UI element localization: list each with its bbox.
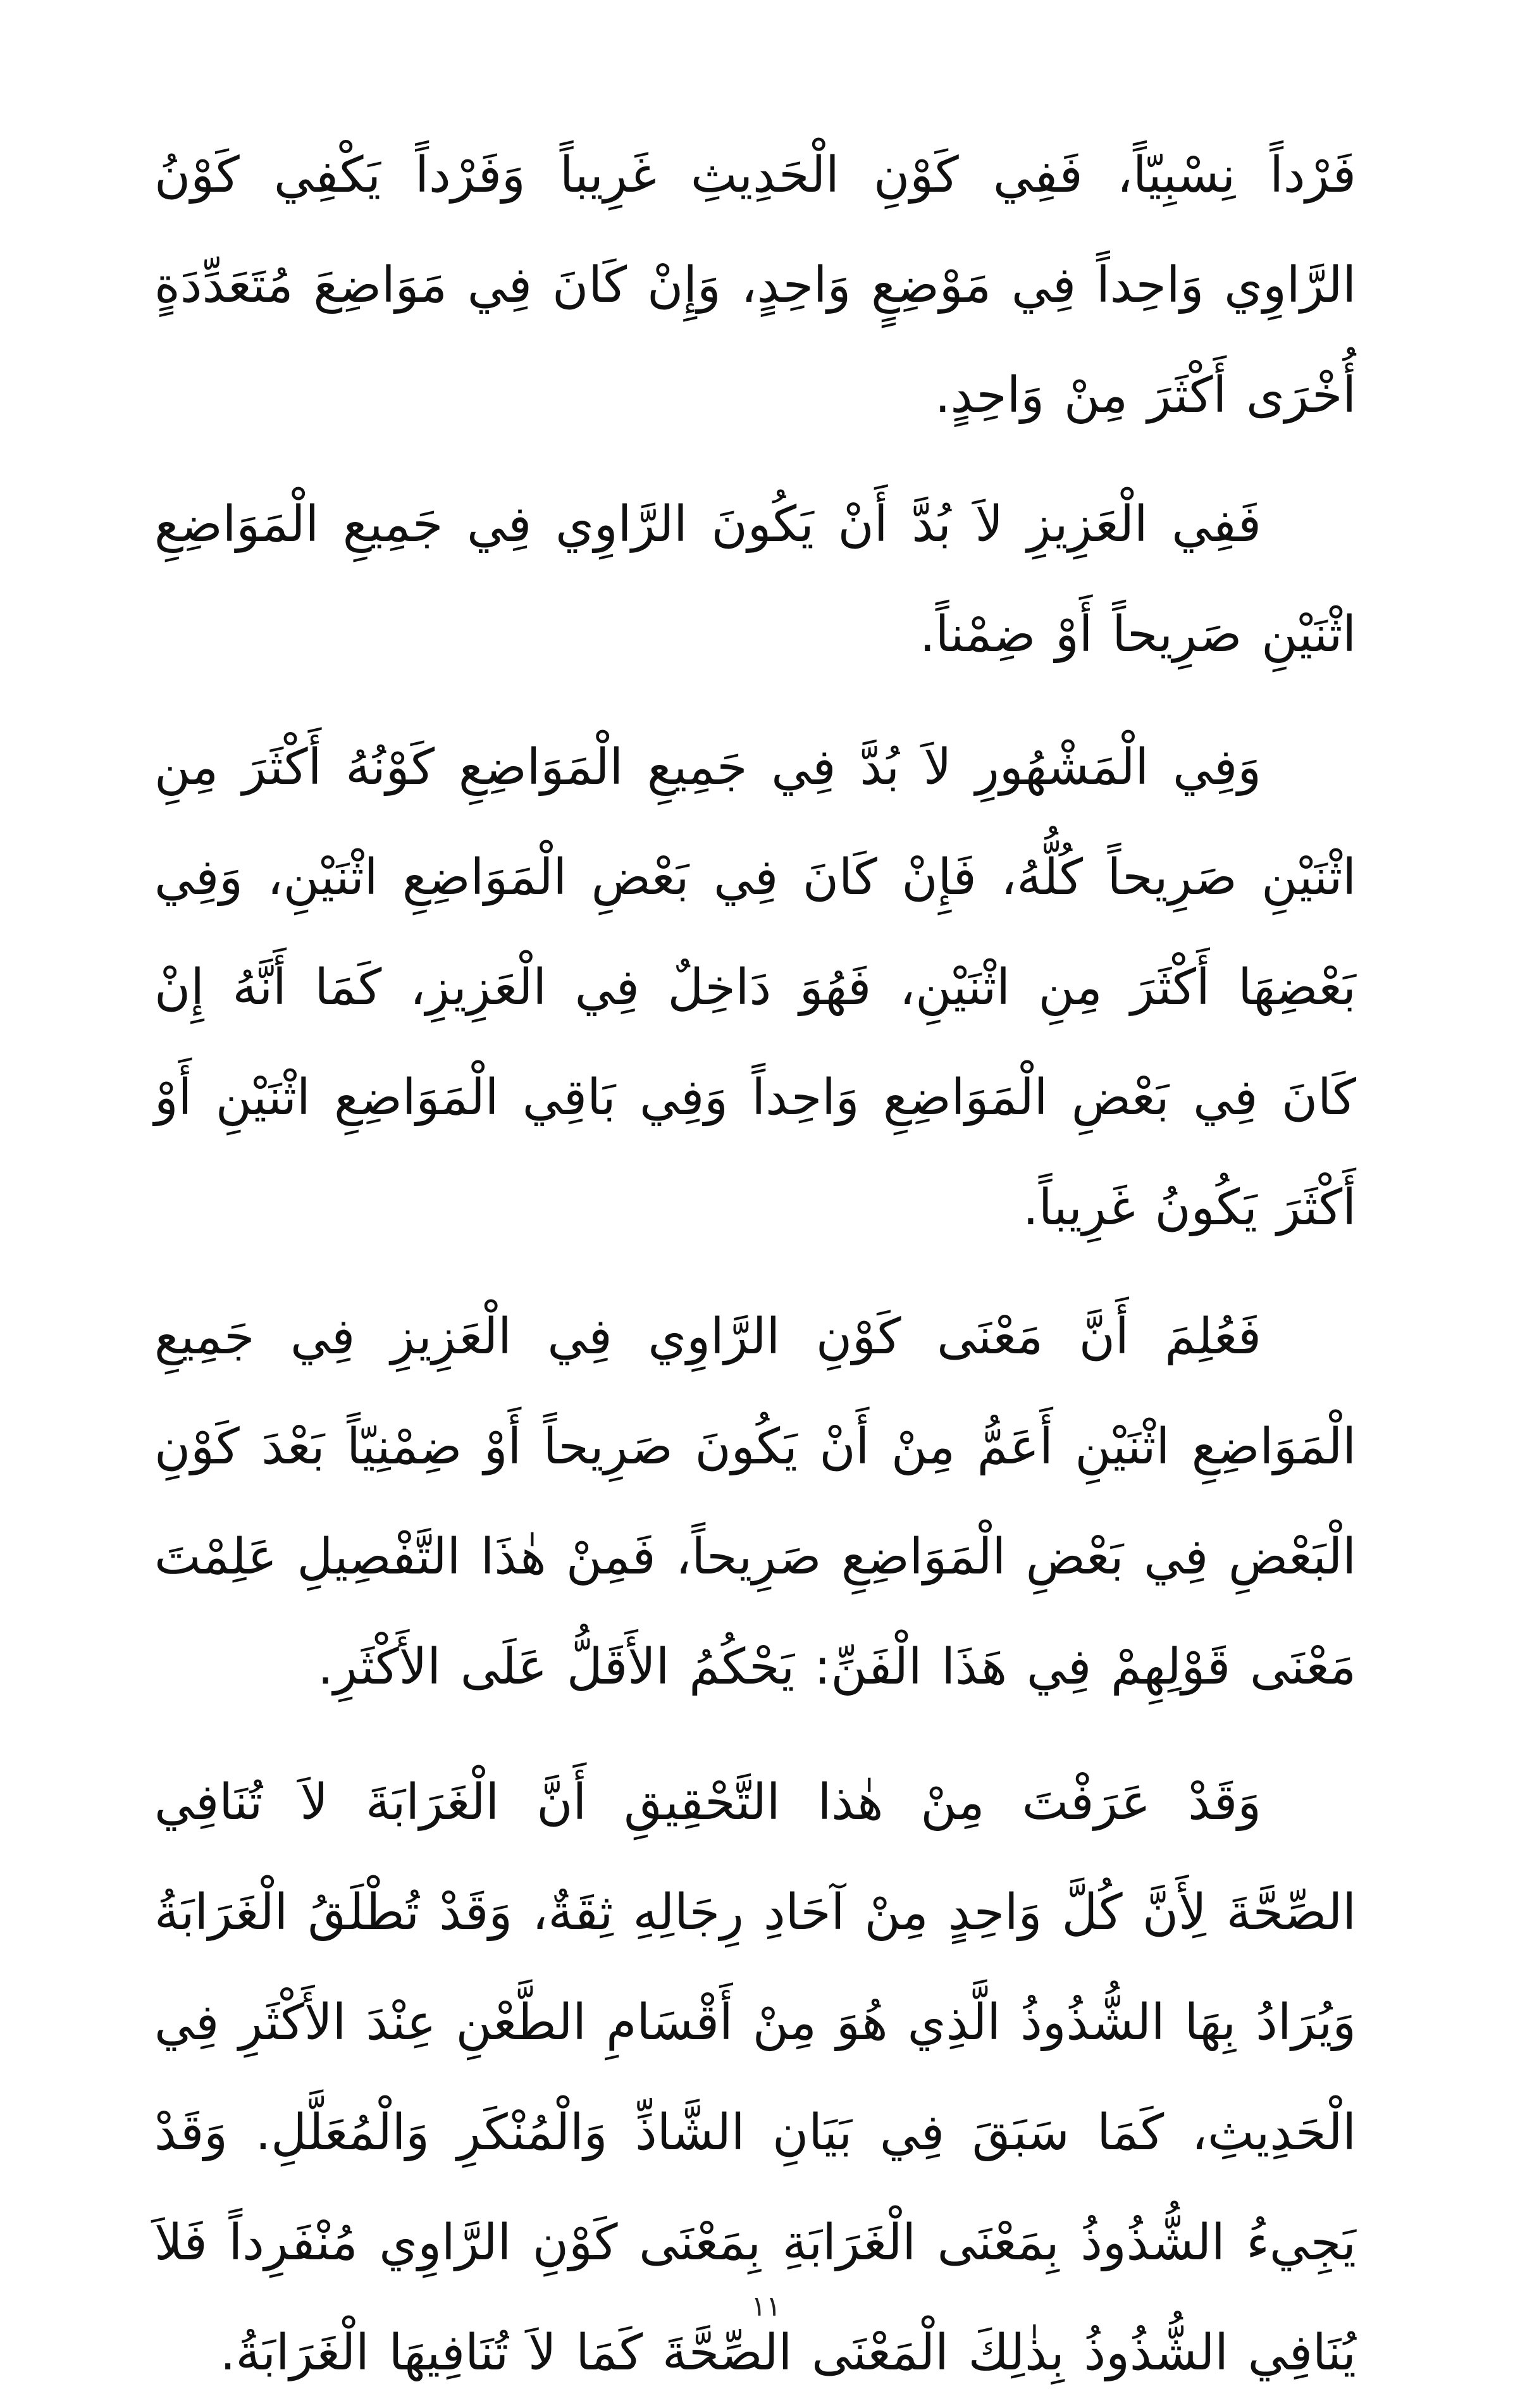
paragraph-2: فَفِي الْعَزِيزِ لاَ بُدَّ أَنْ يَكُونَ الرَّاوِي فِي جَمِيعِ الْمَوَاضِعِ اثْنَيْنِ صَرِيحاً أَوْ ضِمْناً.	[154, 496, 1356, 663]
paragraph-5: وَقَدْ عَرَفْتَ مِنْ هٰذا التَّحْقِيقِ أَنَّ الْغَرَابَةَ لاَ تُنَافِي الصِّحَّةَ لِأَنَّ كُلَّ وَاحِدٍ مِنْ آحَادِ رِجَالِهِ ثِقَةٌ، وَقَدْ تُطْلَقُ الْغَرَابَةُ وَيُرَادُ بِهَا الشُّذُوذُ الَّذِي هُوَ مِنْ أَقْسَامِ الطَّعْنِ عِنْدَ الأَكْثَرِ فِي الْحَدِيثِ، كَمَا سَبَقَ فِي بَيَانِ الشَّاذِّ وَالْمُنْكَرِ وَالْمُعَلَّلِ. وَقَدْ يَجِيءُ الشُّذُوذُ بِمَعْنَى الْغَرَابَةِ بِمَعْنَى كَوْنِ الرَّاوِي مُنْفَرِداً فَلاَ يُنَافِي الشُّذُوذُ بِذٰلِكَ الْمَعْنَى الصِّحَّةَ كَمَا لاَ تُنَافِيهَا الْغَرَابَةُ.	[154, 1774, 1356, 2381]
paragraph-4: فَعُلِمَ أَنَّ مَعْنَى كَوْنِ الرَّاوِي فِي الْعَزِيزِ فِي جَمِيعِ الْمَوَاضِعِ اثْنَيْنِ أَعَمُّ مِنْ أَنْ يَكُونَ صَرِيحاً أَوْ ضِمْنِيّاً بَعْدَ كَوْنِ الْبَعْضِ فِي بَعْضِ الْمَوَاضِعِ صَرِيحاً، فَمِنْ هٰذَا التَّفْصِيلِ عَلِمْتَ مَعْنَى قَوْلِهِمْ فِي هَذَا الْفَنِّ: يَحْكُمُ الأَقَلُّ عَلَى الأَكْثَرِ.	[154, 1308, 1356, 1696]
page-number: ١١	[751, 2290, 781, 2323]
paragraph-1: فَرْداً نِسْبِيّاً، فَفِي كَوْنِ الْحَدِيثِ غَرِيباً وَفَرْداً يَكْفِي كَوْنُ الرَّاوِي وَاحِداً فِي مَوْضِعٍ وَاحِدٍ، وَإِنْ كَانَ فِي مَوَاضِعَ مُتَعَدِّدَةٍ أُخْرَى أَكْثَرَ مِنْ وَاحِدٍ.	[154, 147, 1356, 424]
page-body-text	[154, 120, 1356, 2408]
paragraph-3: وَفِي الْمَشْهُورِ لاَ بُدَّ فِي جَمِيعِ الْمَوَاضِعِ كَوْنُهُ أَكْثَرَ مِنِ اثْنَيْنِ صَرِيحاً كُلُّهُ، فَإِنْ كَانَ فِي بَعْضِ الْمَوَاضِعِ اثْنَيْنِ، وَفِي بَعْضِهَا أَكْثَرَ مِنِ اثْنَيْنِ، فَهُوَ دَاخِلٌ فِي الْعَزِيزِ، كَمَا أَنَّهُ إِنْ كَانَ فِي بَعْضِ الْمَوَاضِعِ وَاحِداً وَفِي بَاقِي الْمَوَاضِعِ اثْنَيْنِ أَوْ أَكْثَرَ يَكُونُ غَرِيباً.	[154, 739, 1356, 1236]
